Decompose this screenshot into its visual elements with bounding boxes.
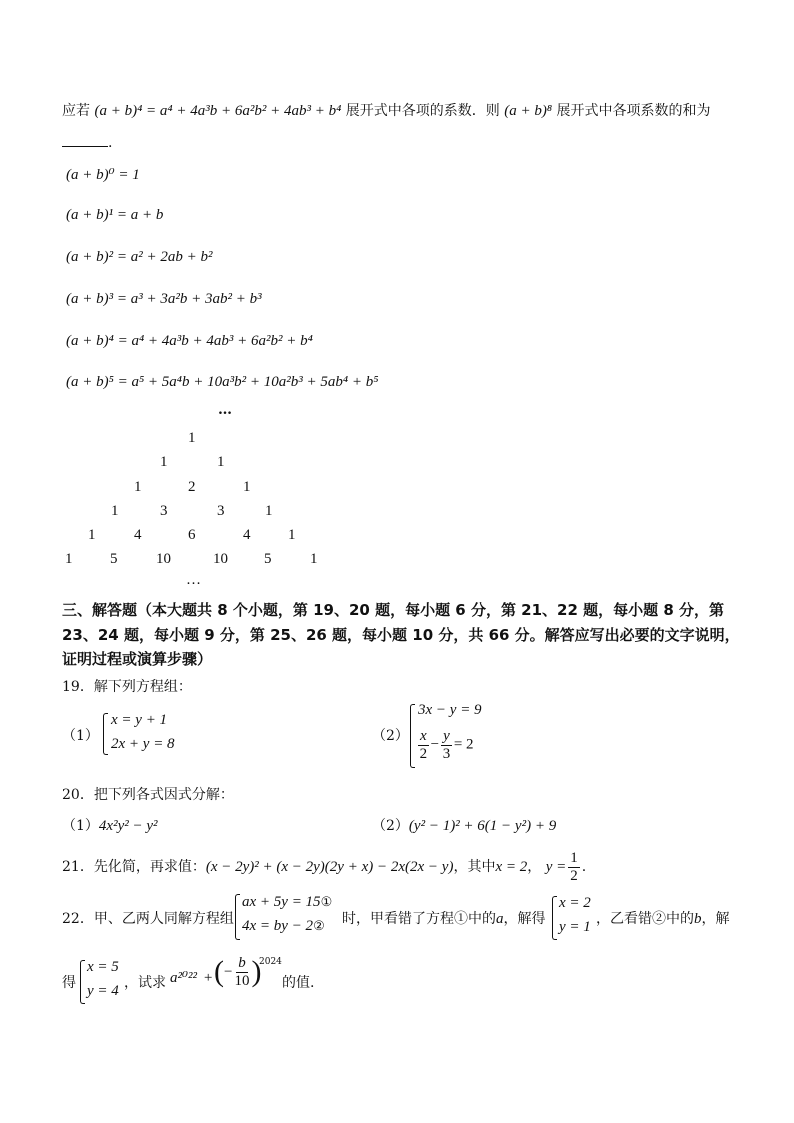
intro-mid: 展开式中各项的系数．则 (345, 103, 500, 119)
q19-frac1-den: 2 (419, 745, 428, 762)
q22-eq1 (242, 894, 332, 911)
q22-frac-den: 10 (234, 972, 250, 989)
q20-p2-expr: (y² − 1)² + 6(1 − y²) + 9 (408, 818, 557, 834)
q22-ask: ，试求 (124, 975, 166, 991)
q22-end: 的值. (282, 975, 315, 991)
expansion-4: (a + b)⁴ = a⁴ + 4a³b + 4ab³ + 6a²b² + b⁴ (66, 333, 313, 349)
q22-mid-3 (596, 908, 730, 928)
q22-paren-close: ) (251, 955, 262, 988)
tri-r2-c0: 1 (134, 479, 142, 495)
expansion-5: (a + b)⁵ = a⁵ + 5a⁴b + 10a³b² + 10a²b³ + 5ab⁴ + b⁵ (66, 374, 379, 390)
q19-p2-brace (410, 704, 415, 768)
q19-p1-eq1: x = y + 1 (111, 712, 168, 728)
tri-r1-c0: 1 (160, 454, 168, 470)
answer-blank (62, 132, 108, 147)
q19-frac1-num: x (420, 728, 427, 744)
q21-end: . (581, 859, 587, 875)
q19-p2-eq2 (416, 728, 474, 762)
q22-eq2-mark: ② (313, 918, 325, 933)
q22-mid1-text: 时，甲看错了方程①中的 (342, 911, 496, 927)
intro-pre: 应若 (62, 103, 90, 119)
q21-expr: (x − 2y)² + (x − 2y)(2y + x) − 2x(2x − y) (205, 859, 454, 875)
section-line-2: 23、24 题，每小题 9 分，第 25、26 题，每小题 10 分，共 66 分。解答应写出必要的文字说明， (62, 626, 740, 644)
expansion-3: (a + b)³ = a³ + 3a²b + 3ab² + b³ (66, 291, 262, 307)
q22-sol1-y: y = 1 (559, 919, 591, 935)
intro-post: 展开式中各项系数的和为 (556, 103, 711, 119)
tri-r2-c1: 2 (188, 479, 196, 495)
q20-p1 (62, 815, 158, 835)
tri-r2-c2: 1 (243, 479, 251, 495)
intro-formula: (a + b)⁴ = a⁴ + 4a³b + 6a²b² + 4ab³ + b⁴ (94, 103, 342, 119)
q19-p1-label: （1） (62, 728, 99, 744)
q21-line (62, 850, 586, 884)
q22-sol1-brace (552, 896, 557, 940)
q22-a-var: a (496, 911, 504, 927)
intro-line (62, 100, 711, 120)
q22-line2-pre: 得 (62, 975, 76, 991)
q20-p2-label: （2） (372, 818, 409, 834)
q22-eq1-text: ax + 5y = 15 (242, 894, 321, 910)
tri-r3-c0: 1 (111, 503, 119, 519)
answer-end: . (108, 135, 113, 151)
tri-r4-c2: 6 (188, 527, 196, 543)
q22-plus: + (203, 970, 214, 986)
tri-r5-c0: 1 (65, 551, 73, 567)
q21-y-den: 2 (570, 867, 578, 884)
tri-r0-c0: 1 (188, 430, 196, 446)
tri-r5-c5: 1 (310, 551, 318, 567)
q22-mid2-text: ，解得 (503, 911, 546, 927)
q19-p1-eq2: 2x + y = 8 (111, 736, 175, 752)
q19-title: 19．解下列方程组： (62, 679, 192, 695)
tri-r1-c1: 1 (217, 454, 225, 470)
q21-x: x = 2 (495, 859, 528, 875)
q22-frac-num: b (238, 955, 246, 971)
q22-exponent: 2024 (259, 957, 282, 967)
q22-mid4-text: ，解 (701, 911, 730, 927)
q22-eq1-mark: ① (320, 894, 333, 909)
q22-sol1-x: x = 2 (559, 895, 591, 911)
tri-r5-c4: 5 (264, 551, 272, 567)
expansion-2: (a + b)² = a² + 2ab + b² (66, 249, 213, 265)
section-line-3: 证明过程或演算步骤） (62, 650, 213, 668)
q19-frac2-den: 3 (442, 745, 451, 762)
answer-line (62, 132, 112, 151)
q22-eq2-text: 4x = by − 2 (242, 918, 314, 934)
ellipsis-bottom: … (186, 572, 201, 588)
intro-formula-2: (a + b)⁸ (504, 103, 553, 119)
q22-system-brace (235, 894, 240, 940)
q21-y-pre: y = (545, 859, 567, 875)
tri-r4-c4: 1 (288, 527, 296, 543)
tri-r3-c3: 1 (265, 503, 273, 519)
q22-eq2 (242, 918, 325, 935)
q22-sol2-brace (80, 960, 85, 1004)
q19-rhs: = 2 (453, 736, 474, 753)
q22-frac-group (214, 955, 261, 989)
q19-p2-label: （2） (372, 728, 409, 744)
q20-title: 20．把下列各式因式分解： (62, 787, 234, 803)
q22-mid-1 (342, 908, 546, 928)
tri-r5-c3: 10 (213, 551, 228, 567)
expansion-0: (a + b)⁰ = 1 (66, 167, 140, 183)
q20-p1-expr: 4x²y² − y² (98, 818, 158, 834)
q22-term1: a²⁰²² (170, 970, 198, 986)
q22-sol2-x: x = 5 (87, 959, 119, 975)
ellipsis-top: … (218, 402, 232, 418)
tri-r3-c2: 3 (217, 503, 225, 519)
tri-r4-c1: 4 (134, 527, 142, 543)
q21-y-num: 1 (570, 850, 578, 866)
q22-frac-neg: − (224, 963, 233, 980)
q19-p2-eq1: 3x − y = 9 (418, 702, 482, 718)
q22-mid3-text: ，乙看错②中的 (596, 911, 694, 927)
q22-sol2-y: y = 4 (87, 983, 119, 999)
q19-frac2-num: y (443, 728, 450, 744)
section-line-1: 三、解答题（本大题共 8 个小题，第 19、20 题，每小题 6 分，第 21、22 题，每小题 8 分，第 (62, 601, 725, 619)
q21-pre: 21．先化简，再求值： (62, 859, 206, 875)
q20-p1-label: （1） (62, 818, 99, 834)
q22-paren-open: ( (214, 955, 224, 988)
tri-r5-c2: 10 (156, 551, 171, 567)
q19-minus: − (430, 736, 440, 753)
q21-mid: ，其中 (453, 859, 496, 875)
tri-r4-c0: 1 (88, 527, 96, 543)
tri-r5-c1: 5 (110, 551, 118, 567)
tri-r4-c3: 4 (243, 527, 251, 543)
q19-p1-brace (103, 713, 108, 755)
expansion-1: (a + b)¹ = a + b (66, 207, 164, 223)
q22-b-var: b (694, 911, 702, 927)
q21-sep: ， (527, 859, 542, 875)
q20-p2 (372, 815, 556, 835)
q22-pre: 22．甲、乙两人同解方程组 (62, 911, 234, 927)
tri-r3-c1: 3 (160, 503, 168, 519)
